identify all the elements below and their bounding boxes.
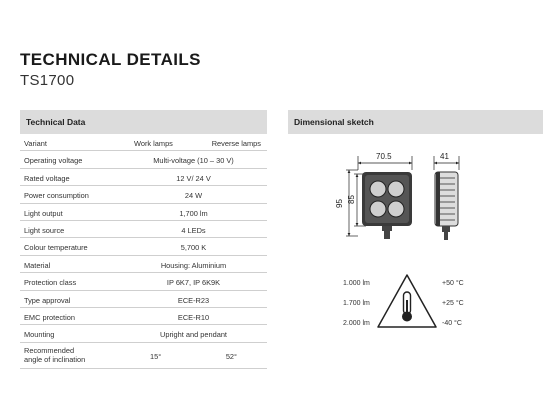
temperature-value: +25 °C bbox=[442, 300, 464, 307]
row-value: ECE-R23 bbox=[177, 295, 210, 305]
table-row-variant bbox=[20, 134, 267, 151]
table-row-rated-voltage bbox=[20, 169, 267, 186]
table-row-colour-temperature bbox=[20, 238, 267, 255]
row-value: 4 LEDs bbox=[181, 225, 206, 235]
row-label: Variant bbox=[24, 139, 47, 148]
dimensional-sketch-drawing bbox=[330, 148, 480, 258]
temperature-value: +50 °C bbox=[442, 280, 464, 287]
row-label: Mounting bbox=[24, 330, 55, 340]
table-row-power-consumption bbox=[20, 186, 267, 203]
row-value: IP 6K7, IP 6K9K bbox=[166, 278, 221, 288]
row-label-line: Recommended bbox=[24, 345, 75, 355]
row-value: ECE-R10 bbox=[177, 312, 210, 322]
row-label: Light source bbox=[24, 225, 65, 235]
temperature-value: -40 °C bbox=[442, 320, 462, 327]
row-value: 12 V/ 24 V bbox=[176, 173, 211, 183]
page-title: TECHNICAL DETAILS bbox=[20, 50, 201, 69]
table-row-light-source bbox=[20, 221, 267, 238]
lumen-value: 2.000 lm bbox=[343, 320, 370, 327]
dimension-total-height: 95 bbox=[335, 199, 344, 208]
lumen-value: 1.700 lm bbox=[343, 300, 370, 307]
row-label: Operating voltage bbox=[24, 156, 83, 166]
temperature-warning-icon bbox=[375, 272, 439, 330]
row-label: EMC protection bbox=[24, 312, 75, 322]
row-value-reverse-lamps: Reverse lamps bbox=[211, 139, 261, 148]
row-label-line: angle of inclination bbox=[24, 354, 86, 364]
row-value: Upright and pendant bbox=[160, 330, 227, 340]
dimensional-sketch-header: Dimensional sketch bbox=[288, 110, 543, 134]
table-row-emc-protection bbox=[20, 308, 267, 325]
row-label: Protection class bbox=[24, 278, 77, 288]
dimension-body-height: 85 bbox=[347, 195, 356, 204]
table-row-operating-voltage bbox=[20, 151, 267, 168]
row-label bbox=[24, 346, 85, 364]
row-value: 1,700 lm bbox=[179, 208, 208, 218]
row-value-work-lamps: Work lamps bbox=[134, 139, 173, 148]
row-value: Housing: Aluminium bbox=[160, 260, 227, 270]
row-label: Rated voltage bbox=[24, 173, 70, 183]
model-subtitle: TS1700 bbox=[20, 72, 75, 89]
row-label: Light output bbox=[24, 208, 63, 218]
lamp-side-view bbox=[435, 172, 458, 240]
table-row-light-output bbox=[20, 204, 267, 221]
row-value-reverse-angle: 52° bbox=[225, 351, 237, 361]
lamp-front-view bbox=[362, 172, 412, 239]
row-label: Material bbox=[24, 260, 51, 270]
technical-data-table bbox=[20, 134, 267, 369]
table-row-mounting bbox=[20, 325, 267, 342]
dimension-side-width: 41 bbox=[440, 152, 449, 161]
row-label: Colour temperature bbox=[24, 243, 88, 253]
technical-data-header: Technical Data bbox=[20, 110, 267, 134]
table-row-type-approval bbox=[20, 291, 267, 308]
table-row-protection-class bbox=[20, 273, 267, 290]
lumen-value: 1.000 lm bbox=[343, 280, 370, 287]
row-value: 5,700 K bbox=[180, 243, 207, 253]
row-value-work-angle: 15° bbox=[150, 351, 162, 361]
row-value: Multi-voltage (10 – 30 V) bbox=[153, 156, 234, 166]
dimension-front-width: 70.5 bbox=[376, 152, 392, 161]
table-row-material bbox=[20, 256, 267, 273]
row-label: Type approval bbox=[24, 295, 71, 305]
table-row-angle-of-inclination bbox=[20, 343, 267, 369]
row-label: Power consumption bbox=[24, 191, 89, 201]
temperature-lumen-chart bbox=[335, 272, 540, 342]
row-value: 24 W bbox=[184, 191, 203, 201]
